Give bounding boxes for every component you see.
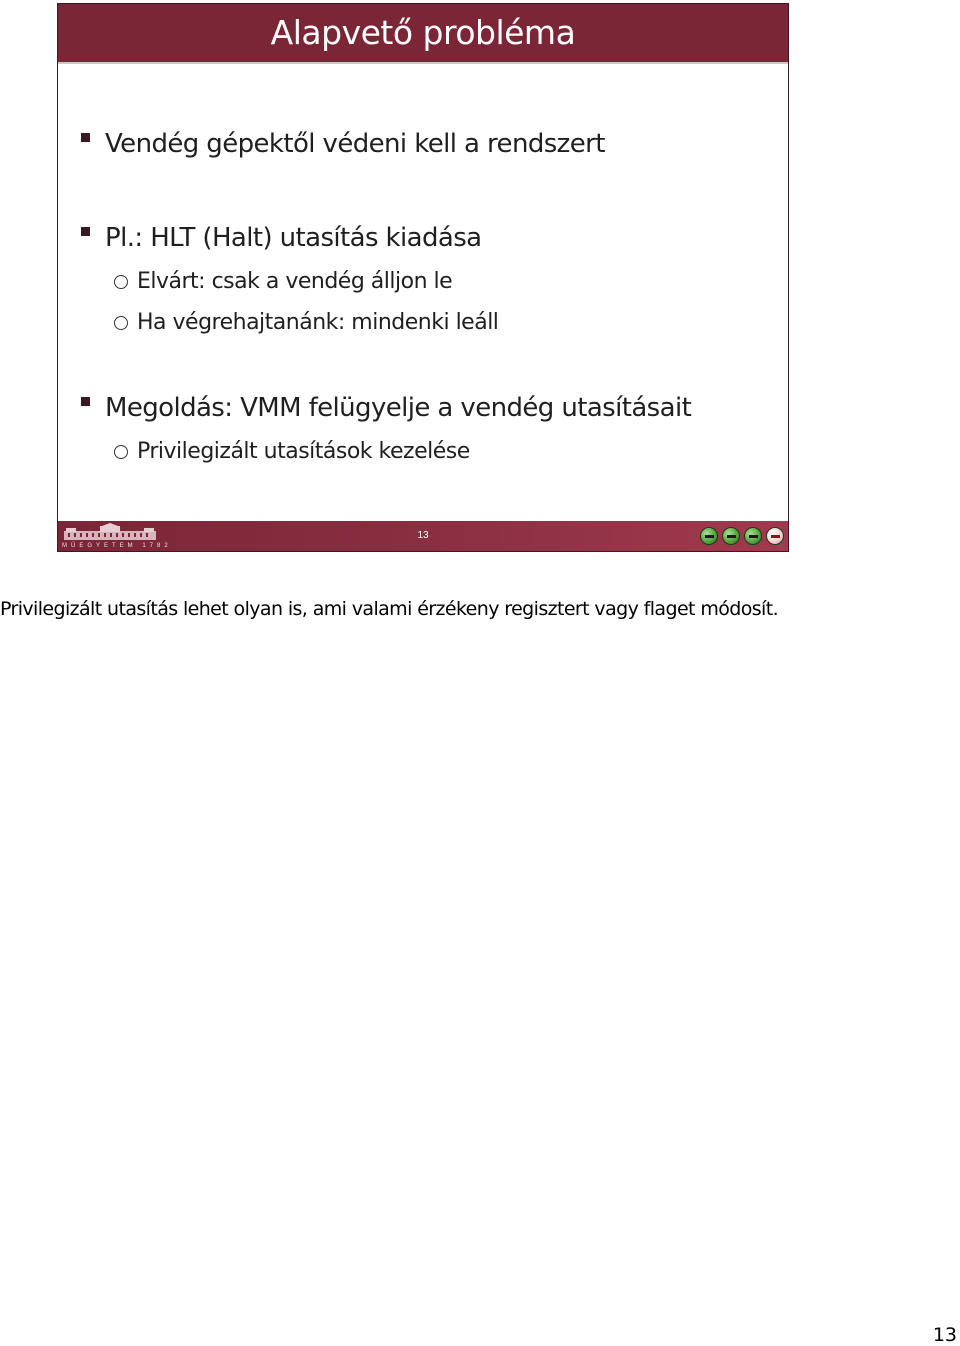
ftsrg-t-icon bbox=[722, 527, 740, 545]
square-bullet-icon bbox=[81, 133, 90, 142]
bullet-text: Megoldás: VMM felügyelje a vendég utasításait bbox=[105, 393, 692, 423]
square-bullet-icon bbox=[81, 227, 90, 236]
page-number: 13 bbox=[932, 1324, 957, 1346]
bullet-item bbox=[81, 222, 482, 254]
footer-icon-group bbox=[700, 527, 784, 545]
sub-bullet-text: Privilegizált utasítások kezelése bbox=[137, 439, 470, 464]
logo-caption: MŰEGYETEM 1782 bbox=[62, 543, 172, 549]
slide-body bbox=[58, 64, 788, 522]
sub-bullet-text: Ha végrehajtanánk: mindenki leáll bbox=[137, 310, 499, 335]
bullet-item bbox=[81, 128, 605, 160]
circle-bullet-icon bbox=[114, 445, 128, 459]
sub-bullet-item bbox=[114, 309, 498, 337]
slide-header bbox=[58, 4, 788, 64]
bullet-text: Vendég gépektől védeni kell a rendszert bbox=[105, 129, 605, 159]
circle-bullet-icon bbox=[114, 275, 128, 289]
circle-bullet-icon bbox=[114, 316, 128, 330]
bullet-item bbox=[81, 392, 691, 424]
sub-bullet-item bbox=[114, 268, 452, 296]
square-bullet-icon bbox=[81, 397, 90, 406]
bullet-text: Pl.: HLT (Halt) utasítás kiadása bbox=[105, 223, 482, 253]
sub-bullet-item bbox=[114, 438, 470, 466]
slide-title: Alapvető probléma bbox=[270, 13, 576, 52]
speaker-note: Privilegizált utasítás lehet olyan is, ami valami érzékeny regisztert vagy flaget módosít. bbox=[0, 598, 779, 620]
sub-bullet-text: Elvárt: csak a vendég álljon le bbox=[137, 269, 453, 294]
slide-footer bbox=[58, 521, 788, 551]
ftsrg-rg-icon bbox=[766, 527, 784, 545]
slide-page-number: 13 bbox=[417, 530, 429, 541]
ftsrg-s-icon bbox=[744, 527, 762, 545]
ftsrg-f-icon bbox=[700, 527, 718, 545]
slide bbox=[57, 3, 789, 552]
